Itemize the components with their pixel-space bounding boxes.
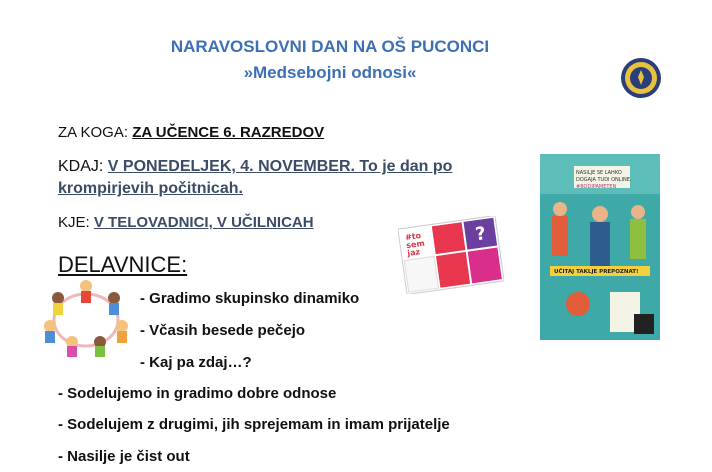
online-violence-poster bbox=[540, 154, 660, 340]
poster-line-2: DOGAJA TUDI ONLINE. bbox=[576, 177, 632, 183]
poster-tag: #BODIPAMETEN bbox=[576, 184, 617, 190]
workshops-heading: DELAVNICE: bbox=[58, 252, 188, 277]
children-circle-illustration bbox=[42, 276, 130, 358]
school-logo bbox=[620, 57, 662, 99]
workshop-item: - Nasilje je čist out bbox=[58, 448, 190, 465]
workshop-item: - Kaj pa zdaj…? bbox=[140, 354, 252, 371]
workshop-item: - Gradimo skupinsko dinamiko bbox=[140, 290, 360, 307]
cards-text-2: sem bbox=[405, 238, 426, 251]
location-label: KJE: bbox=[58, 214, 94, 231]
location-line bbox=[58, 214, 314, 231]
date-value-cont: krompirjevih počitnicah. bbox=[58, 180, 243, 197]
page-title: NARAVOSLOVNI DAN NA OŠ PUCONCI bbox=[170, 37, 490, 56]
workshop-item: - Sodelujemo in gradimo dobre odnose bbox=[58, 385, 337, 402]
cards-text-3: jaz bbox=[406, 247, 421, 259]
poster-footer: UČITAJ TAKLJE PREPOZNAT! bbox=[554, 269, 639, 275]
workshop-item: - Včasih besede pečejo bbox=[140, 322, 306, 339]
cards-text-1: #to bbox=[404, 231, 422, 243]
audience-label: ZA KOGA: bbox=[58, 124, 133, 141]
location-value: V TELOVADNICI, V UČILNICAH bbox=[93, 214, 314, 231]
page-subtitle: »Medsebojni odnosi« bbox=[243, 63, 417, 82]
date-line bbox=[58, 156, 452, 200]
date-value: V PONEDELJEK, 4. NOVEMBER. To je dan po bbox=[107, 158, 453, 175]
workshop-item: - Sodelujem z drugimi, jih sprejemam in imam prijatelje bbox=[58, 416, 450, 433]
audience-value: ZA UČENCE 6. RAZREDOV bbox=[132, 124, 325, 141]
cards-question-mark: ? bbox=[473, 223, 488, 246]
poster-line-1: NASILJE SE LAHKO bbox=[576, 170, 622, 176]
tosemjaz-cards-image bbox=[398, 216, 504, 294]
audience-line bbox=[58, 124, 324, 141]
date-label: KDAJ: bbox=[58, 158, 108, 175]
